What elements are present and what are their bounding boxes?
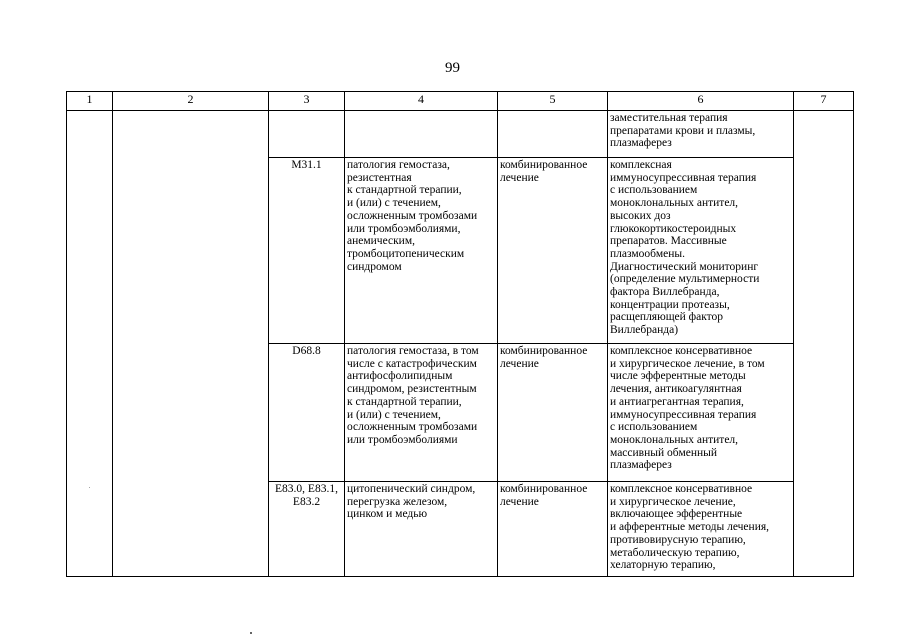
condition-cell: цитопенический синдром, перегрузка железом, цинком и медью [345,482,498,577]
col-2-cell [113,111,269,577]
header-col-6: 6 [608,92,794,111]
header-col-4: 4 [345,92,498,111]
treatment-type-cell: комбинированное лечение [498,158,608,344]
condition-cell [345,111,498,158]
code-cell: D68.8 [269,344,345,482]
code-cell [269,111,345,158]
header-row [67,92,854,111]
scan-speck [250,632,252,634]
treatment-type-cell: комбинированное лечение [498,482,608,577]
table-row [67,111,854,158]
treatment-cell: комплексная иммуносупрессивная терапия с использованием моноклональных антител, высоких доз глюкокортикостероидных препаратов. Массивные плазмообмены. Диагностический мониторинг (определение мультимерности фактора Виллебранда, концентрации протеазы, расщепляющей фактор Виллебранда) [608,158,794,344]
treatment-cell: комплексное консервативное и хирургическое лечение, включающее эфферентные и афферентные методы лечения, противовирусную терапию, метаболическую терапию, хелаторную терапию, [608,482,794,577]
code-cell: M31.1 [269,158,345,344]
header-col-2: 2 [113,92,269,111]
col-1-cell [67,111,113,577]
condition-cell: патология гемостаза, в том числе с катастрофическим антифосфолипидным синдромом, резистентным к стандартной терапии, и (или) с течением, осложненным тромбозами или тромбоэмболиями [345,344,498,482]
code-cell: E83.0, E83.1, E83.2 [269,482,345,577]
header-col-5: 5 [498,92,608,111]
medical-care-table [66,91,854,577]
scan-speck [89,487,90,488]
header-col-3: 3 [269,92,345,111]
treatment-cell: комплексное консервативное и хирургическое лечение, в том числе эфферентные методы лечения, антикоагулянтная и антиагрегантная терапия, иммуносупрессивная терапия с использованием моноклональных антител, массивный обменный плазмаферез [608,344,794,482]
header-col-7: 7 [794,92,854,111]
header-col-1: 1 [67,92,113,111]
treatment-cell: заместительная терапия препаратами крови и плазмы, плазмаферез [608,111,794,158]
treatment-type-cell: комбинированное лечение [498,344,608,482]
page-number: 99 [445,60,460,76]
condition-cell: патология гемостаза, резистентная к стандартной терапии, и (или) с течением, осложненным тромбозами или тромбоэмболиями, анемическим, тромбоцитопеническим синдромом [345,158,498,344]
col-7-cell [794,111,854,577]
treatment-type-cell [498,111,608,158]
